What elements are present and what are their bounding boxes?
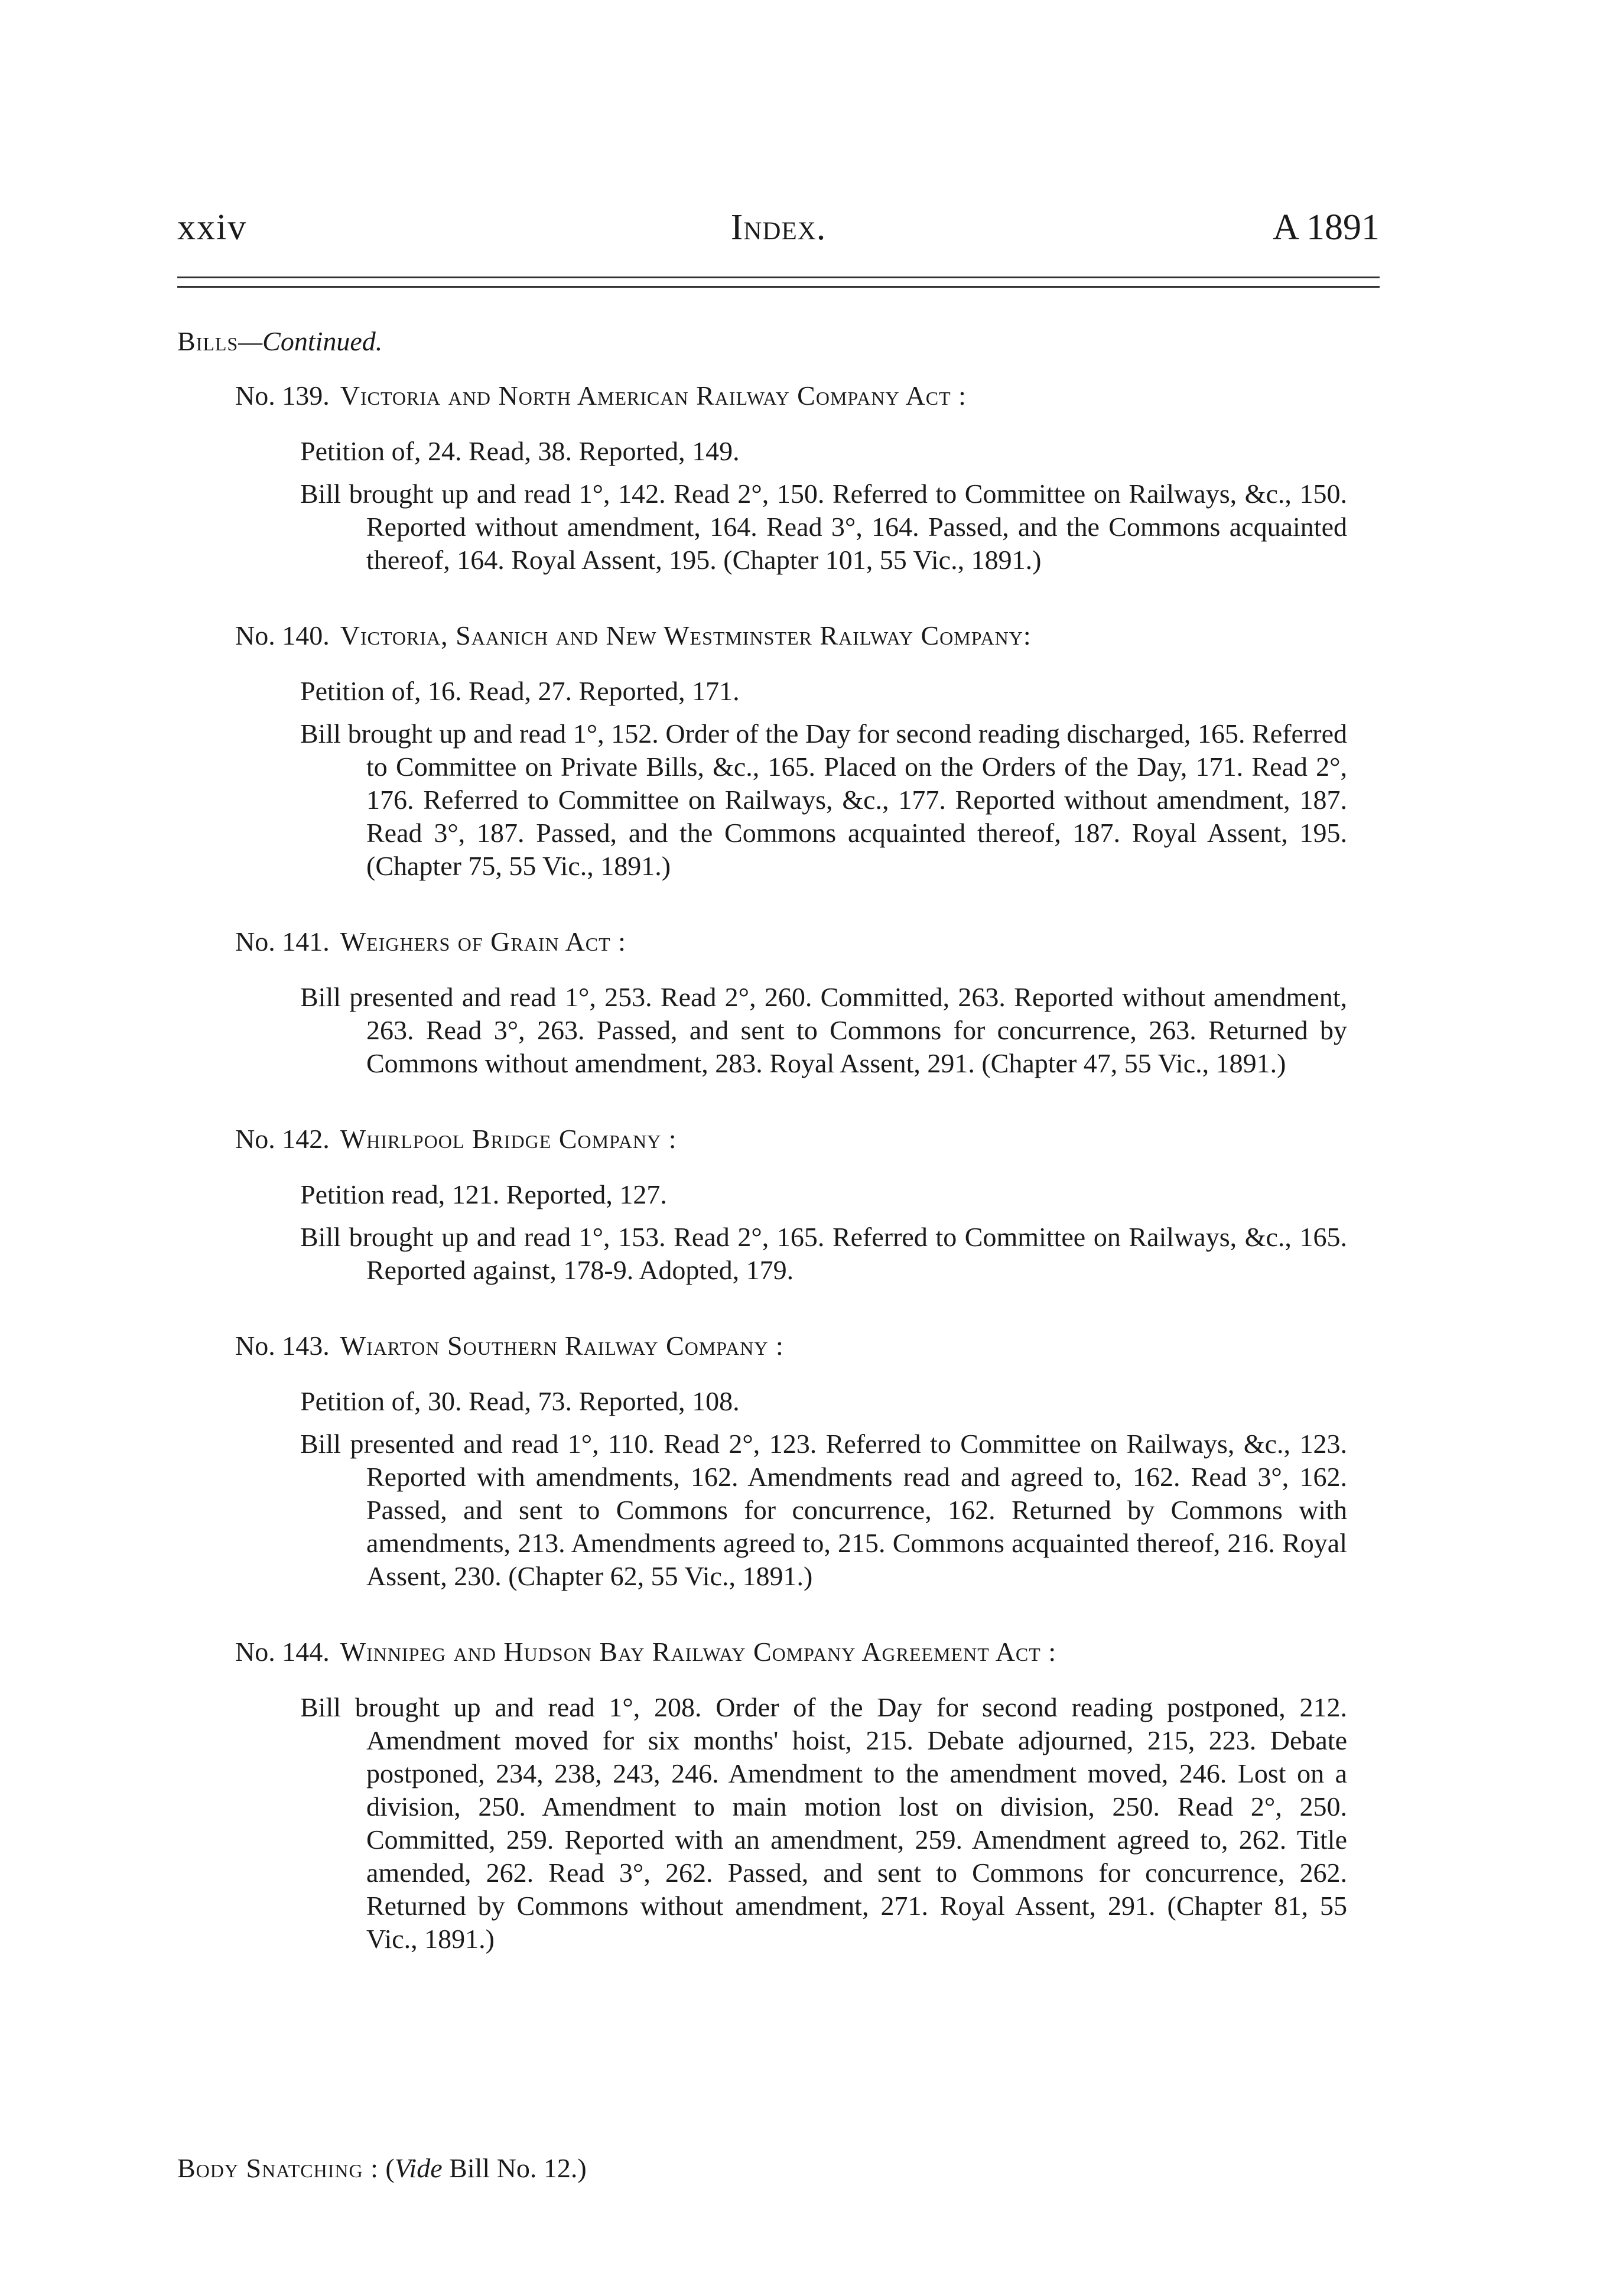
- page-title: Index.: [730, 207, 827, 248]
- index-entry: [177, 378, 1383, 577]
- entry-name: Wiarton Southern Railway Company :: [340, 1331, 784, 1361]
- index-entry: [177, 924, 1383, 1080]
- entry-paragraph: Petition of, 30. Read, 73. Reported, 108.: [300, 1386, 740, 1416]
- index-entries: [177, 378, 1383, 1997]
- entry-paragraph: Petition of, 24. Read, 38. Reported, 149.: [300, 436, 740, 466]
- section-continued-label: —Continued.: [238, 326, 383, 356]
- entry-paragraph: Bill brought up and read 1°, 208. Order of the Day for second reading postponed, 212. Amendment moved for six months' hoist, 215. Debate adjourned, 215, 223. Debate postponed, 234, 238, 243, 246. Amendment to the amendment moved, 246. Lost on a division, 250. Amendment to main motion lost on division, 250. Read 2°, 250. Committed, 259. Reported with an amendment, 259. Amendment agreed to, 262. Title amended, 262. Read 3°, 262. Passed, and sent to Commons for concurrence, 262. Returned by Commons without amendment, 271. Royal Assent, 291. (Chapter 81, 55 Vic., 1891.): [300, 1692, 1347, 1954]
- entry-title: [177, 1121, 1383, 1157]
- header-rule-top: [177, 277, 1380, 278]
- entry-paragraph: Petition of, 16. Read, 27. Reported, 171.: [300, 676, 740, 706]
- entry-name: Weighers of Grain Act :: [340, 926, 626, 957]
- header-rule-bottom: [177, 286, 1380, 288]
- page-folio: xxiv: [177, 207, 248, 248]
- document-id: A 1891: [1273, 207, 1380, 248]
- index-entry: [177, 618, 1383, 883]
- entry-title: [177, 924, 1383, 960]
- entry-number: No. 144.: [235, 1637, 330, 1667]
- entry-name: Victoria, Saanich and New Westminster Railway Company:: [340, 620, 1032, 651]
- entry-paragraph: Bill brought up and read 1°, 142. Read 2°, 150. Referred to Committee on Railways, &c., 150. Reported without amendment, 164. Read 3°, 164. Passed, and the Commons acquainted thereof, 164. Royal Assent, 195. (Chapter 101, 55 Vic., 1891.): [300, 479, 1347, 575]
- section-heading-label: Bills: [177, 326, 239, 356]
- entry-number: No. 143.: [235, 1331, 330, 1361]
- entry-name: Victoria and North American Railway Company Act :: [340, 381, 967, 411]
- entry-paragraph: Bill presented and read 1°, 253. Read 2°, 260. Committed, 263. Reported without amendment, 263. Read 3°, 263. Passed, and sent to Commons for concurrence, 263. Returned by Commons without amendment, 283. Royal Assent, 291. (Chapter 47, 55 Vic., 1891.): [300, 982, 1347, 1078]
- entry-number: No. 141.: [235, 926, 330, 957]
- entry-paragraph: Bill brought up and read 1°, 152. Order of the Day for second reading discharged, 165. Referred to Committee on Private Bills, &c., 165. Placed on the Orders of the Day, 171. Read 2°, 176. Referred to Committee on Railways, &c., 177. Reported without amendment, 187. Read 3°, 187. Passed, and the Commons acquainted thereof, 187. Royal Assent, 195. (Chapter 75, 55 Vic., 1891.): [300, 718, 1347, 881]
- cross-reference-vide: Vide: [394, 2153, 443, 2183]
- entry-paragraph: Bill presented and read 1°, 110. Read 2°, 123. Referred to Committee on Railways, &c., 123. Reported with amendments, 162. Amendments read and agreed to, 162. Read 3°, 162. Passed, and sent to Commons for concurrence, 162. Returned by Commons with amendments, 213. Amendments agreed to, 215. Commons acquainted thereof, 216. Royal Assent, 230. (Chapter 62, 55 Vic., 1891.): [300, 1429, 1347, 1591]
- section-heading: [177, 324, 382, 359]
- cross-reference-target: Bill No. 12.): [449, 2153, 587, 2183]
- cross-reference-open: (: [385, 2153, 395, 2183]
- index-entry: [177, 1328, 1383, 1593]
- entry-number: No. 140.: [235, 620, 330, 651]
- entry-name: Whirlpool Bridge Company :: [340, 1124, 677, 1154]
- index-entry: [177, 1121, 1383, 1287]
- cross-reference-heading: Body Snatching :: [177, 2153, 379, 2183]
- entry-number: No. 142.: [235, 1124, 330, 1154]
- entry-title: [177, 378, 1383, 414]
- cross-reference-entry: [177, 2151, 587, 2186]
- entry-paragraph: Bill brought up and read 1°, 153. Read 2°, 165. Referred to Committee on Railways, &c., 165. Reported against, 178-9. Adopted, 179.: [300, 1222, 1347, 1285]
- entry-title: [177, 1634, 1383, 1670]
- running-header: [177, 201, 1380, 254]
- index-entry: [177, 1634, 1383, 1956]
- entry-number: No. 139.: [235, 381, 330, 411]
- entry-paragraph: Petition read, 121. Reported, 127.: [300, 1179, 667, 1209]
- entry-title: [177, 618, 1383, 653]
- entry-title: [177, 1328, 1383, 1364]
- entry-name: Winnipeg and Hudson Bay Railway Company Agreement Act :: [340, 1637, 1057, 1667]
